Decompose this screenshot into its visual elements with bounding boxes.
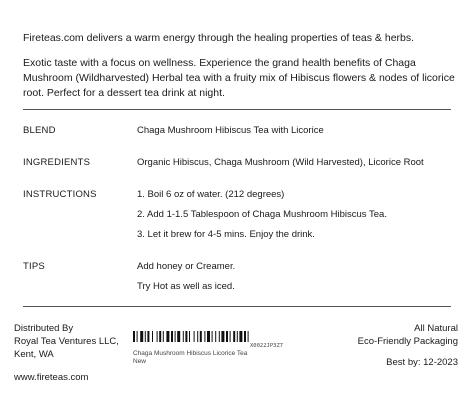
blend-label: BLEND — [23, 125, 56, 136]
distributed-by-label: Distributed By — [14, 323, 74, 334]
packaging-text: Eco-Friendly Packaging — [357, 336, 458, 347]
ingredients-label: INGREDIENTS — [23, 157, 91, 168]
barcode-condition: New — [133, 358, 147, 365]
tip-2: Try Hot as well as iced. — [137, 281, 235, 292]
best-by-date: Best by: 12-2023 — [386, 357, 458, 368]
instructions-label: INSTRUCTIONS — [23, 189, 97, 200]
all-natural-text: All Natural — [414, 323, 458, 334]
company-name: Royal Tea Ventures LLC, — [14, 336, 119, 347]
company-location: Kent, WA — [14, 349, 54, 360]
barcode-label — [133, 350, 323, 366]
distributor-block — [14, 322, 119, 361]
tips-label: TIPS — [23, 261, 45, 272]
product-claims — [358, 322, 458, 348]
barcode-product-title: Chaga Mushroom Hibiscus Licorice Tea — [133, 350, 248, 357]
intro-tagline: Fireteas.com delivers a warm energy through the healing properties of teas & herbs. — [23, 32, 415, 44]
ingredients-value: Organic Hibiscus, Chaga Mushroom (Wild Harvested), Licorice Root — [137, 157, 424, 168]
divider-top — [23, 109, 451, 110]
tip-1: Add honey or Creamer. — [137, 261, 236, 272]
instruction-step-2: 2. Add 1-1.5 Tablespoon of Chaga Mushroom Hibiscus Tea. — [137, 209, 387, 220]
divider-bottom — [23, 306, 451, 307]
intro-description: Exotic taste with a focus on wellness. Experience the grand health benefits of Chaga Mushroom (Wildharvested) Herbal tea with a fruity mix of Hibiscus flowers & nodes of licorice root. Perfect for a dessert tea drink at night. — [23, 57, 455, 99]
intro-text — [23, 31, 458, 101]
barcode — [133, 331, 298, 342]
website-text: www.fireteas.com — [14, 372, 89, 383]
instruction-step-1: 1. Boil 6 oz of water. (212 degrees) — [137, 189, 285, 200]
barcode-number: X0022JP3Z7 — [250, 343, 284, 349]
blend-value: Chaga Mushroom Hibiscus Tea with Licorice — [137, 125, 324, 136]
instruction-step-3: 3. Let it brew for 4-5 mins. Enjoy the drink. — [137, 229, 315, 240]
